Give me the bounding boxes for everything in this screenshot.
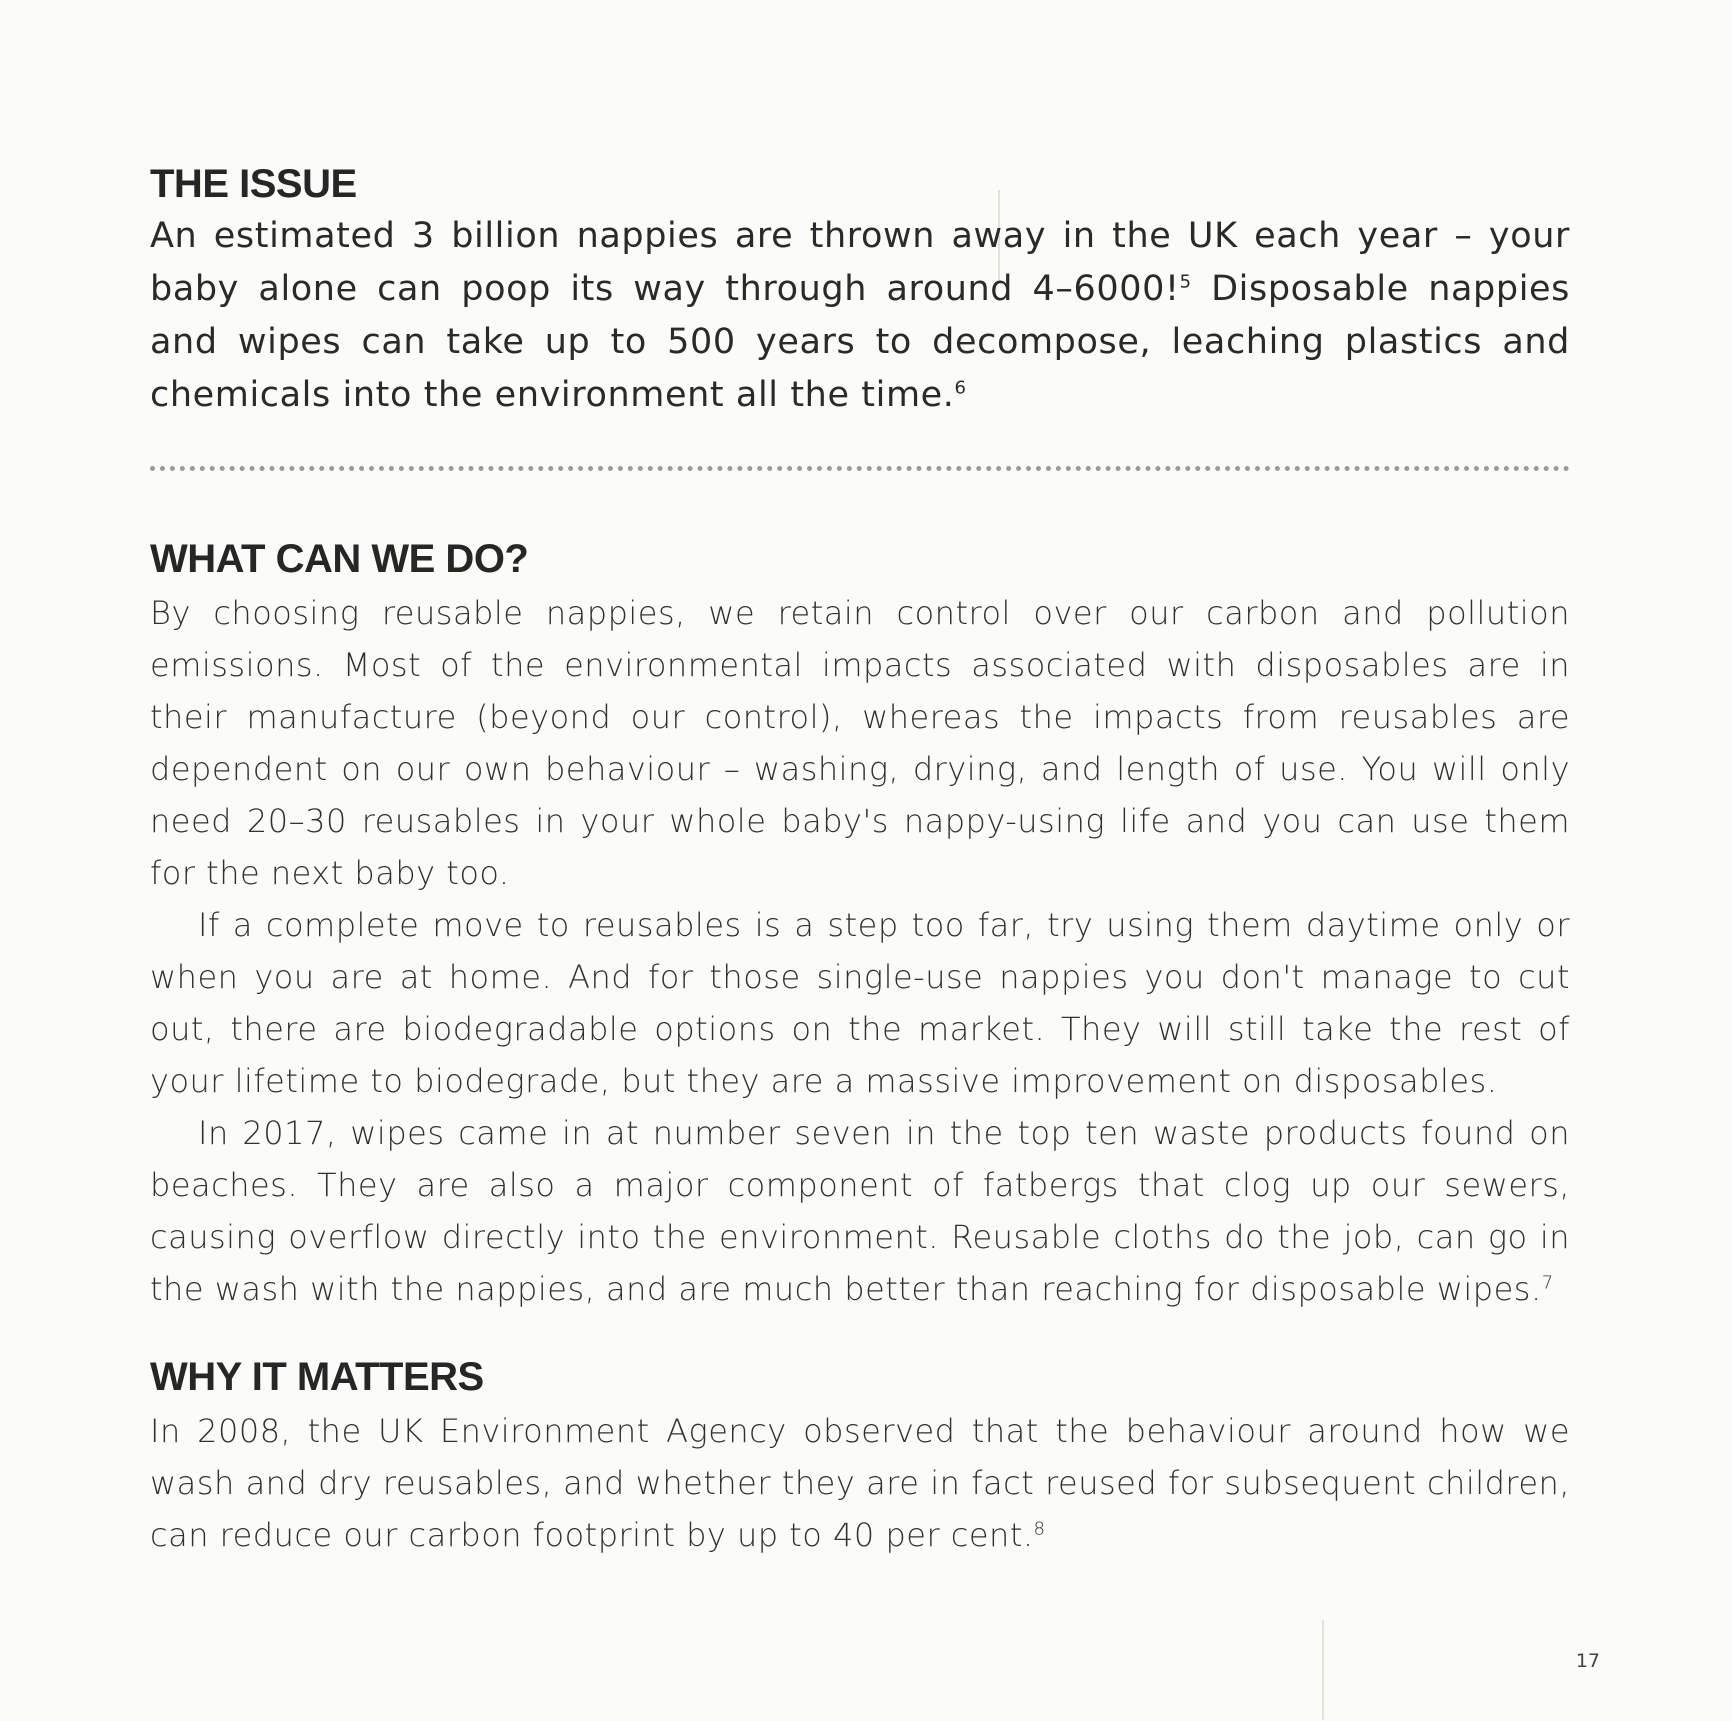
what-can-we-do-paragraph-1: By choosing reusable nappies, we retain control over our carbon and pollution emissions. Most of the environmental impacts associated with disposables are in their manufacture (beyond our control), whereas the impacts from reusables are dependent on our own behaviour – washing, drying, and length of use. You will only need 20–30 reusables in your whole baby's nappy-using life and you can use them for the next baby too.	[150, 594, 1570, 892]
issue-heading: THE ISSUE	[150, 162, 357, 206]
dotted-divider	[150, 466, 1570, 471]
what-can-we-do-heading: WHAT CAN WE DO?	[150, 537, 529, 581]
scan-fold-line-bottom	[1322, 1620, 1324, 1720]
why-it-matters-heading: WHY IT MATTERS	[150, 1355, 484, 1399]
issue-text-part1: An estimated 3 billion nappies are thrown away in the UK each year – your baby alone can poop its way through around 4–6000!	[150, 216, 1570, 309]
what-can-we-do-paragraph-3	[150, 1107, 1570, 1315]
footnote-5: 5	[1179, 271, 1192, 293]
page-number: 17	[1575, 1650, 1600, 1672]
issue-text	[150, 210, 1570, 422]
why-it-matters-paragraph	[150, 1405, 1570, 1561]
issue-section	[150, 160, 1570, 422]
issue-text-part2: Disposable nappies and wipes can take up to 500 years to decompose, leaching plastics and chemicals into the environment all the time.	[150, 269, 1570, 415]
what-can-we-do-paragraph-2: If a complete move to reusables is a step too far, try using them daytime only or when you are at home. And for those single-use nappies you don't manage to cut out, there are biodegradable options on the market. They will still take the rest of your lifetime to biodegrade, but they are a massive improvement on disposables.	[150, 906, 1570, 1100]
page-content	[150, 160, 1570, 1561]
why-it-matters-text: In 2008, the UK Environment Agency observed that the behaviour around how we wash and dry reusables, and whether they are in fact reused for subsequent children, can reduce our carbon footprint by up to 40 per cent.	[150, 1412, 1570, 1554]
why-it-matters-section	[150, 1353, 1570, 1561]
footnote-6: 6	[954, 377, 967, 399]
footnote-8: 8	[1033, 1518, 1046, 1540]
paragraph-3-text: In 2017, wipes came in at number seven in the top ten waste products found on beaches. They are also a major component of fatbergs that clog up our sewers, causing overflow directly into the environment. Reusable cloths do the job, can go in the wash with the nappies, and are much better than reaching for disposable wipes.	[150, 1114, 1570, 1308]
footnote-7: 7	[1541, 1272, 1554, 1294]
what-can-we-do-section	[150, 535, 1570, 1315]
